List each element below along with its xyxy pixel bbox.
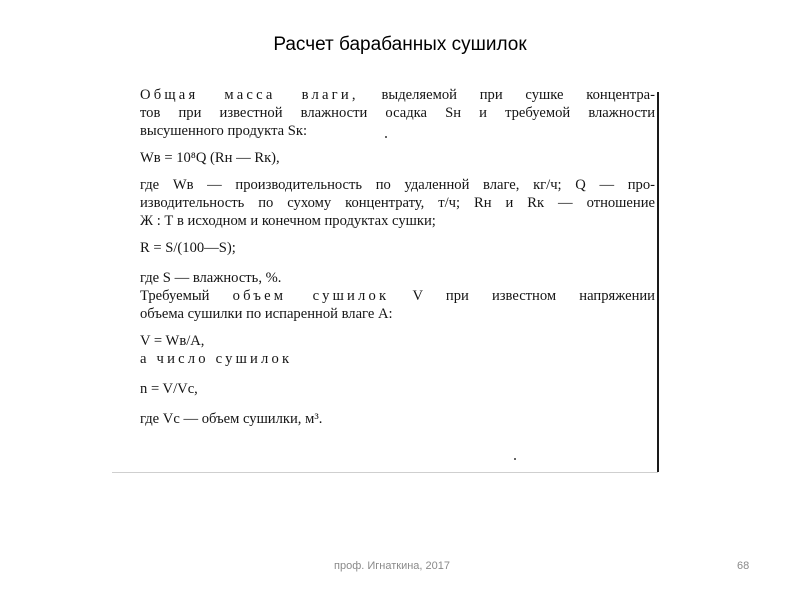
paragraph-total-moisture-line-1 [140,86,655,104]
paragraph-definitions-line-2: изводительность по сухому концентрату, т/ч; Rн и Rк — отношение [140,195,655,211]
scan-border-edge [657,92,659,472]
text-run: выделяемой при сушке концентра- [358,87,655,103]
paragraph-dryer-unit-volume: где Vс — объем сушилки, м³. [140,411,323,427]
paragraph-dryer-count: а число сушилок [140,351,293,367]
paragraph-total-moisture-line-2: тов при известной влажности осадка Sн и требуемой влажности [140,105,655,121]
formula-liquid-solid-ratio: R = S/(100—S); [140,240,236,256]
formula-moisture-mass: Wв = 10⁸Q (Rн — Rк), [140,150,280,166]
paragraph-total-moisture-line-3: высушенного продукта Sк: [140,123,308,139]
slide-footer: проф. Игнаткина, 2017 [334,560,450,572]
slide-title: Расчет барабанных сушилок [273,34,527,55]
text-run: V при известном напряжении [389,288,655,304]
paragraph-definitions-line-3: Ж : Т в исходном и конечном продуктах сушки; [140,213,436,229]
paragraph-dryer-volume-line-2: объема сушилки по испаренной влаге A: [140,306,393,322]
paragraph-humidity: где S — влажность, %. [140,270,282,286]
scan-speck [385,136,387,138]
text-run: Требуемый [140,288,233,304]
emphasized-phrase: объем сушилок [232,288,390,304]
formula-dryer-volume: V = Wв/A, [140,333,205,349]
scan-speck [514,458,516,460]
scanned-text-body [140,86,655,428]
slide-page-number: 68 [737,560,750,572]
scanned-text-image [112,80,658,473]
emphasized-phrase: Общая масса влаги, [140,87,359,103]
paragraph-definitions-line-1: где Wв — производительность по удаленной влаге, кг/ч; Q — про- [140,177,655,193]
formula-dryer-count: n = V/Vс, [140,381,198,397]
paragraph-dryer-volume-line-1 [140,287,655,305]
